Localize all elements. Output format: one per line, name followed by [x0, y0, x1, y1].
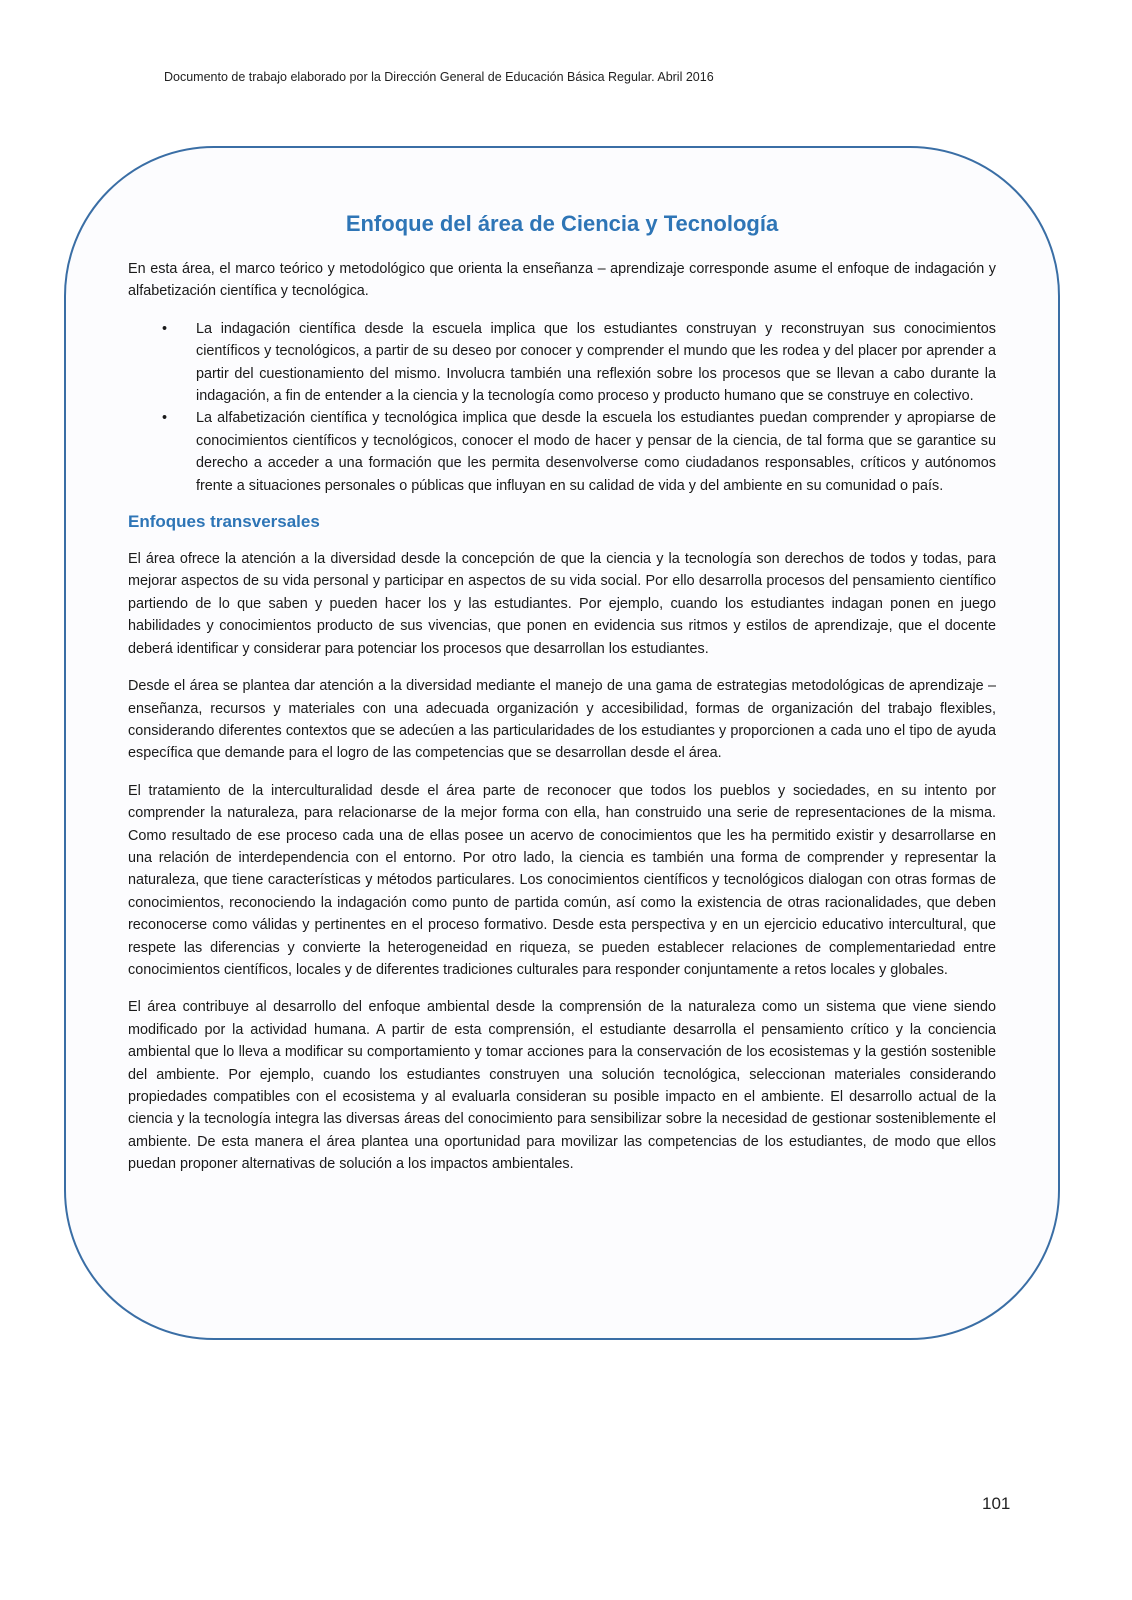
bullet-icon: • — [162, 410, 168, 427]
subsection-title: Enfoques transversales — [128, 512, 320, 532]
bullet-item-alfabetizacion — [128, 407, 996, 497]
paragraph-interculturalidad: El tratamiento de la interculturalidad desde el área parte de reconocer que todos los pueblos y sociedades, en su intento por comprender la naturaleza, para relacionarse de la mejor forma con ella, han construido una serie de representaciones de la misma. Como resultado de ese proceso cada una de ellas posee un acervo de conocimientos que les ha permitido existir y desarrollarse en una relación de interdependencia con el entorno. Por otro lado, la ciencia es también una forma de comprender y representar la naturaleza, que tiene características y métodos particulares. Los conocimientos científicos y tecnológicos dialogan con otras formas de conocimientos, reconociendo la indagación como punto de partida común, así como la existencia de otras racionalidades, que deben reconocerse como válidas y pertinentes en el proceso formativo. Desde esta perspectiva y en un ejercicio educativo intercultural, que respete las diferencias y convierte la heterogeneidad en riqueza, se pueden establecer relaciones de complementariedad entre conocimientos científicos, locales y de diferentes tradiciones culturales para responder conjuntamente a retos locales y globales. — [128, 782, 996, 978]
paragraph-ambiental: El área contribuye al desarrollo del enfoque ambiental desde la comprensión de la naturaleza como un sistema que viene siendo modificado por la actividad humana. A partir de esta comprensión, el estudiante desarrolla el pensamiento crítico y la conciencia ambiental que lo lleva a modificar su comportamiento y tomar acciones para la conservación de los ecosistemas y la gestión sostenible del ambiente. Por ejemplo, cuando los estudiantes construyen una solución tecnológica, seleccionan materiales considerando propiedades compatibles con el ecosistema y al evaluarla consideran su posible impacto en el ambiente. El desarrollo actual de la ciencia y la tecnología integra las diversas áreas del conocimiento para sensibilizar sobre la necesidad de gestionar sosteniblemente el ambiente. De esta manera el área plantea una oportunidad para movilizar las competencias de los estudiantes, de modo que ellos puedan proponer alternativas de solución a los impactos ambientales. — [128, 999, 996, 1173]
page-number: 101 — [982, 1494, 1011, 1513]
section-title: Enfoque del área de Ciencia y Tecnología — [345, 211, 779, 236]
document-header-note: Documento de trabajo elaborado por la Dirección General de Educación Básica Regular. Abril 2016 — [164, 70, 714, 84]
main-content — [128, 210, 996, 1191]
approach-bullet-list — [128, 318, 996, 497]
bullet-text: La alfabetización científica y tecnológica implica que desde la escuela los estudiantes puedan comprender y apropiarse de conocimientos científicos y tecnológicos, conocer el modo de hacer y pensar de la ciencia, de tal forma que se garantice su derecho a acceder a una formación que les permita desenvolverse como ciudadanos responsables, críticos y autónomos frente a situaciones personales o públicas que influyan en su calidad de vida y del ambiente en su comunidad o país. — [196, 410, 996, 494]
paragraph-estrategias: Desde el área se plantea dar atención a la diversidad mediante el manejo de una gama de estrategias metodológicas de aprendizaje – enseñanza, recursos y materiales con una adecuada organización y accesibilidad, formas de organización del trabajo flexibles, considerando diferentes contextos que se adecúen a las particularidades de los estudiantes y proporcionen a cada uno el tipo de ayuda específica que demande para el logro de las competencias que se desarrollan desde el área. — [128, 678, 996, 762]
intro-paragraph: En esta área, el marco teórico y metodológico que orienta la enseñanza – aprendizaje corresponde asume el enfoque de indagación y alfabetización científica y tecnológica. — [128, 261, 996, 300]
paragraph-diversidad: El área ofrece la atención a la diversidad desde la concepción de que la ciencia y la tecnología son derechos de todos y todas, para mejorar aspectos de su vida personal y participar en aspectos de su vida social. Por ello desarrolla procesos del pensamiento científico partiendo de lo que saben y pueden hacer los y las estudiantes. Por ejemplo, cuando los estudiantes indagan ponen en juego habilidades y conocimientos producto de sus vivencias, que ponen en evidencia sus ritmos y estilos de aprendizaje, que el docente deberá identificar y considerar para potenciar los procesos que desarrollan los estudiantes. — [128, 551, 996, 657]
bullet-text: La indagación científica desde la escuela implica que los estudiantes construyan y reconstruyan sus conocimientos científicos y tecnológicos, a partir de su deseo por conocer y comprender el mundo que les rodea y del placer por aprender a partir del cuestionamiento del mismo. Involucra también una reflexión sobre los procesos que se llevan a cabo durante la indagación, a fin de entender a la ciencia y la tecnología como proceso y producto humano que se construye en colectivo. — [196, 320, 996, 405]
bullet-item-indagacion — [128, 318, 996, 408]
bullet-icon: • — [162, 320, 168, 337]
